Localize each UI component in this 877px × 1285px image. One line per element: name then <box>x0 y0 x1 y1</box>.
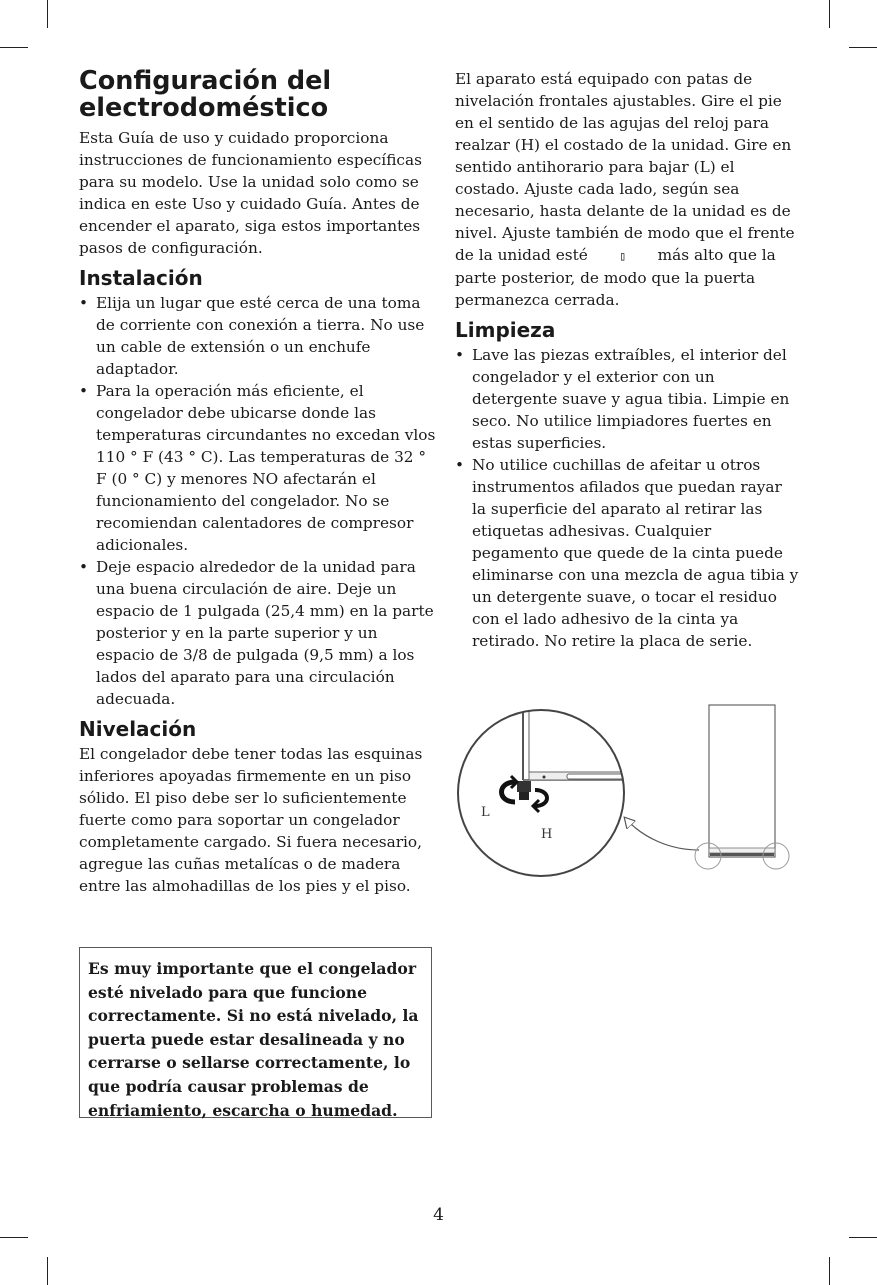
label-low: L <box>481 805 490 820</box>
crop-mark <box>829 0 830 28</box>
callout-arrow-icon <box>625 818 699 850</box>
intro-paragraph: Esta Guía de uso y cuidado proporciona instrucciones de funcionamiento específicas para su modelo. Use la unidad solo como se indica en este Uso y cuidado Guía. Antes de encender el aparato, siga estos importantes pasos de configuración. <box>79 129 422 257</box>
crop-mark <box>0 47 28 48</box>
freezer-icon <box>695 705 789 869</box>
list-item: • Deje espacio alrededor de la unidad para una buena circulación de aire. Deje un espacio de 1 pulgada (25,4 mm) en la parte posterior y en la parte superior y un espacio de 3/8 de pulgada (9,5 mm) a los lados del aparato para una circulación adecuada. <box>79 556 439 710</box>
missing-glyph-icon: ▯ <box>619 249 627 263</box>
crop-mark <box>829 1257 830 1285</box>
crop-mark <box>0 1237 28 1238</box>
leveling-legs-text-end: más alto que la parte posterior, de modo que la puerta permanezca cerrada. <box>455 246 776 309</box>
leveling-legs-text: El aparato está equipado con patas de nivelación frontales ajustables. Gire el pie en el sentido de las agujas del reloj para realzar (H) el costado de la unidad. Gire en sentido antihorario para bajar (L) el costado. Ajuste cada lado, según sea necesario, hasta delante de la unidad es de nivel. Ajuste también de modo que el frente de la unidad esté <box>455 70 795 264</box>
installation-heading: Instalación <box>79 266 203 290</box>
list-item: • Para la operación más eficiente, el congelador debe ubicarse donde las temperaturas circundantes no excedan vlos 110 ° F (43 ° C). Las temperaturas de 32 ° F (0 ° C) y menores NO afectarán el funcionamiento del congelador. No se recomiendan calentadores de compresor adicionales. <box>79 380 439 556</box>
crop-mark <box>849 47 877 48</box>
left-column <box>79 68 439 904</box>
leveling-legs-paragraph <box>455 68 800 311</box>
list-item: • Lave las piezas extraíbles, el interior del congelador y el exterior con un detergente suave y agua tibia. Limpie en seco. No utilice limpiadores fuertes en estas superficies. <box>455 344 800 454</box>
warning-box: Es muy importante que el congelador esté nivelado para que funcione correctamente. Si no está nivelado, la puerta puede estar desalineada y no cerrarse o sellarse correctamente, lo que podría causar problemas de enfriamiento, escarcha o humedad. <box>79 947 432 1118</box>
installation-list <box>79 292 439 710</box>
cleaning-heading: Limpieza <box>455 318 556 342</box>
leveling-diagram <box>455 700 800 880</box>
leveling-paragraph: El congelador debe tener todas las esquinas inferiores apoyadas firmemente en un piso sólido. El piso debe ser lo suficientemente fuerte como para soportar un congelador completamente cargado. Si fuera necesario, agregue las cuñas metalícas o de madera entre las almohadillas de los pies y el piso. <box>79 745 423 895</box>
list-item: • No utilice cuchillas de afeitar u otros instrumentos afilados que puedan rayar la superficie del aparato al retirar las etiquetas adhesivas. Cualquier pegamento que quede de la cinta puede eliminarse con una mezcla de agua tibia y un detergente suave, o tocar el residuo con el lado adhesivo de la cinta ya retirado. No retire la placa de serie. <box>455 454 800 652</box>
leveling-leg-illustration <box>455 700 800 880</box>
leveling-heading: Nivelación <box>79 717 197 741</box>
cleaning-list <box>455 344 800 652</box>
crop-mark <box>47 1257 48 1285</box>
page-title: Configuración del electrodoméstico <box>79 66 332 123</box>
crop-mark <box>47 0 48 28</box>
right-column <box>455 68 800 659</box>
page-number: 4 <box>433 1205 444 1225</box>
crop-mark <box>849 1237 877 1238</box>
list-item: • Elija un lugar que esté cerca de una toma de corriente con conexión a tierra. No use un cable de extensión o un enchufe adaptador. <box>79 292 439 380</box>
label-high: H <box>541 827 553 842</box>
